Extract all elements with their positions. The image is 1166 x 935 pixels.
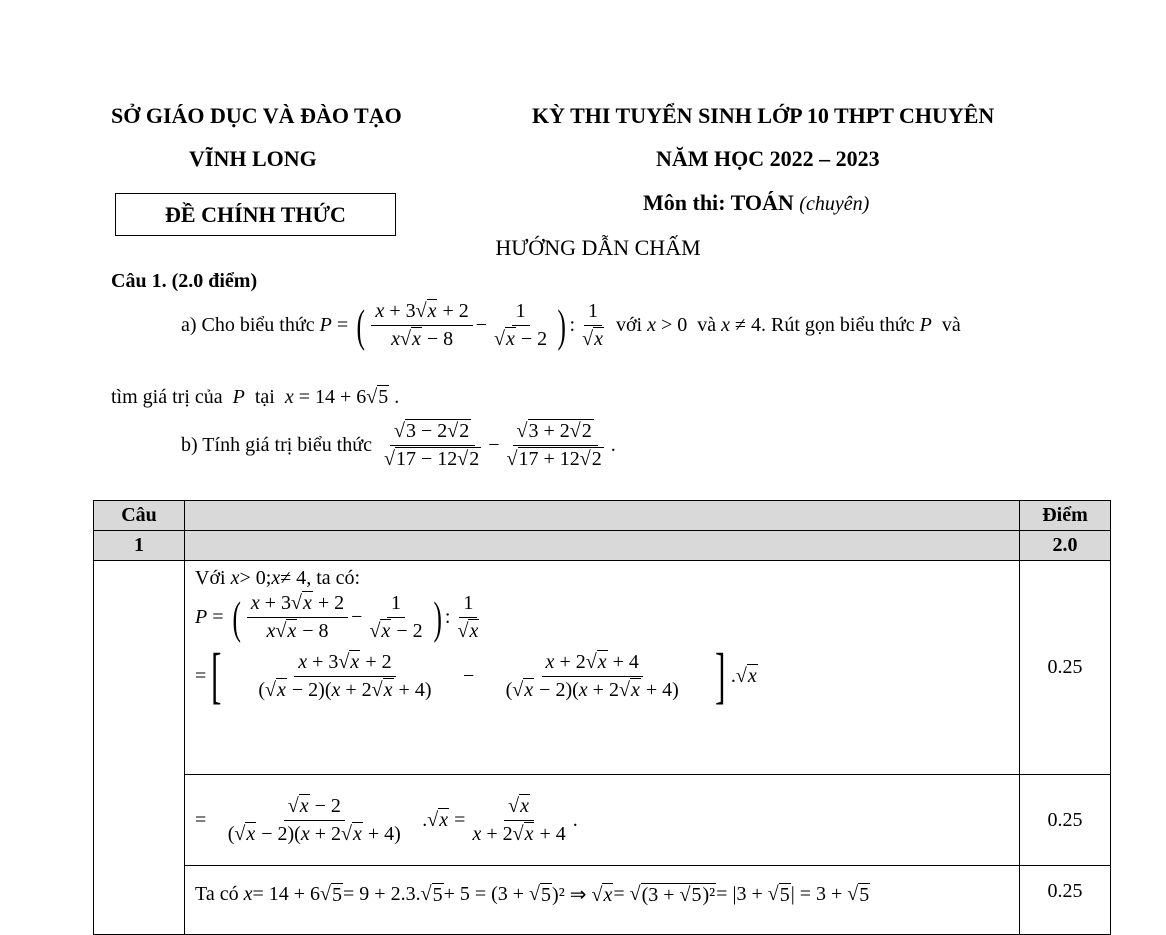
- step3-points: 0.25: [1020, 866, 1111, 935]
- part-b-line: b) Tính giá trị biểu thức $\frac{√3 - 2√2}{√17 - 12√2}$ − $\frac{√3 + 2√2}{√17 + 12√2}$ .: [181, 420, 616, 470]
- step3-expression: Ta có x = 14 + 6√ 5 = 9 + 2.3.√ 5 + 5 = (3 + √ 5 )² ⇒ √ x = √ (3 + √5)² = |3 + √ 5 | = 3 + √ 5: [195, 883, 870, 906]
- official-exam-box: [115, 193, 396, 236]
- row-solution-blank: [185, 531, 1020, 561]
- part-a-end: và: [941, 314, 961, 336]
- row-question-number: 1: [94, 531, 185, 561]
- step1-expression: P = ( $\frac{x + 3√x + 2}{x√x - 8}$ − $\frac{1}{√x - 2}$ ) : $\frac{1}{√x}$: [195, 591, 479, 643]
- document-title: HƯỚNG DẪN CHẤM: [495, 235, 701, 260]
- fraction-b2: $\frac{√3 + 2√2}{√17 + 12√2}$: [506, 420, 602, 470]
- part-a-cond: với: [615, 314, 643, 336]
- solution-step-3: [185, 866, 1020, 935]
- part-a-prefix: a) Cho biểu thức: [181, 314, 315, 336]
- table-header-row: [94, 501, 1111, 531]
- step2-expression: = $\frac{√x - 2}{(√x - 2)(x + 2√x + 4)}$ .√ x = $\frac{√x}{x + 2√x + 4}$ .: [195, 794, 578, 845]
- step1-intro-end: , ta có:: [306, 567, 361, 589]
- step1-transform: = [ $\frac{x + 3√x + 2}{(√x - 2)(x + 2√x + 4)}$ − $\frac{x + 2√x + 4}{(√x - 2)(x + 2√x + 4)}$ ] .√ x: [195, 642, 757, 710]
- subject-note: (chuyên): [799, 193, 870, 215]
- department-name: SỞ GIÁO DỤC VÀ ĐÀO TẠO: [111, 103, 402, 128]
- grading-table: [93, 500, 1111, 935]
- subject-name: TOÁN: [730, 190, 794, 215]
- step1-condition: Với x > 0; x ≠ 4 , ta có:: [195, 567, 361, 589]
- part-b-prefix: b) Tính giá trị biểu thức: [181, 434, 372, 456]
- col-question-header: Câu: [94, 501, 185, 531]
- step1-intro: Với: [195, 567, 226, 589]
- step3-text: Ta có: [195, 883, 239, 905]
- table-row: [94, 561, 1111, 775]
- table-row: [94, 775, 1111, 866]
- row-total-points: 2.0: [1020, 531, 1111, 561]
- solution-step-2: [185, 775, 1020, 866]
- school-year: NĂM HỌC 2022 – 2023: [656, 146, 880, 171]
- part-a-suffix: . Rút gọn biểu thức: [761, 314, 915, 336]
- official-label: ĐỀ CHÍNH THỨC: [165, 201, 346, 227]
- province-name: VĨNH LONG: [189, 146, 317, 171]
- fraction-1: $\frac{x + 3√x + 2}{x√x - 8}$: [371, 300, 472, 351]
- solution-step-1: [185, 561, 1020, 775]
- part-a-at: tại: [254, 386, 275, 408]
- part-a-line: a) Cho biểu thức P = ( $\frac{x + 3√x + 2}{x√x - 8}$ − $\frac{1}{√x - 2}$ ) : $\frac{1}{√x}$ với x > 0 và x ≠ 4 . Rút gọn biểu thức P và: [181, 299, 961, 351]
- col-solution-header: [185, 501, 1020, 531]
- part-a-line2: tìm giá trị của P tại x = 14 + 6√5 .: [111, 386, 400, 408]
- question-points: (2.0 điểm): [171, 270, 258, 292]
- table-row: [94, 531, 1111, 561]
- col-points-header: Điểm: [1020, 501, 1111, 531]
- table-row: [94, 866, 1111, 935]
- part-a-and: và: [697, 314, 717, 336]
- step1-points: 0.25: [1020, 561, 1111, 775]
- question-cell: [94, 561, 185, 935]
- fraction-2: $\frac{1}{√x - 2}$: [494, 300, 548, 350]
- subject-line: Môn thi: TOÁN (chuyên): [643, 190, 870, 215]
- subject-label: Môn thi: [643, 190, 719, 215]
- step2-points: 0.25: [1020, 775, 1111, 866]
- fraction-b1: $\frac{√3 - 2√2}{√17 - 12√2}$: [384, 420, 480, 470]
- part-a-line2-text: tìm giá trị của: [111, 386, 223, 408]
- question-number: Câu 1.: [111, 270, 167, 292]
- fraction-3: $\frac{1}{√x}$: [582, 300, 603, 350]
- question-heading: [111, 270, 257, 293]
- exam-title: KỲ THI TUYỂN SINH LỚP 10 THPT CHUYÊN: [532, 103, 995, 128]
